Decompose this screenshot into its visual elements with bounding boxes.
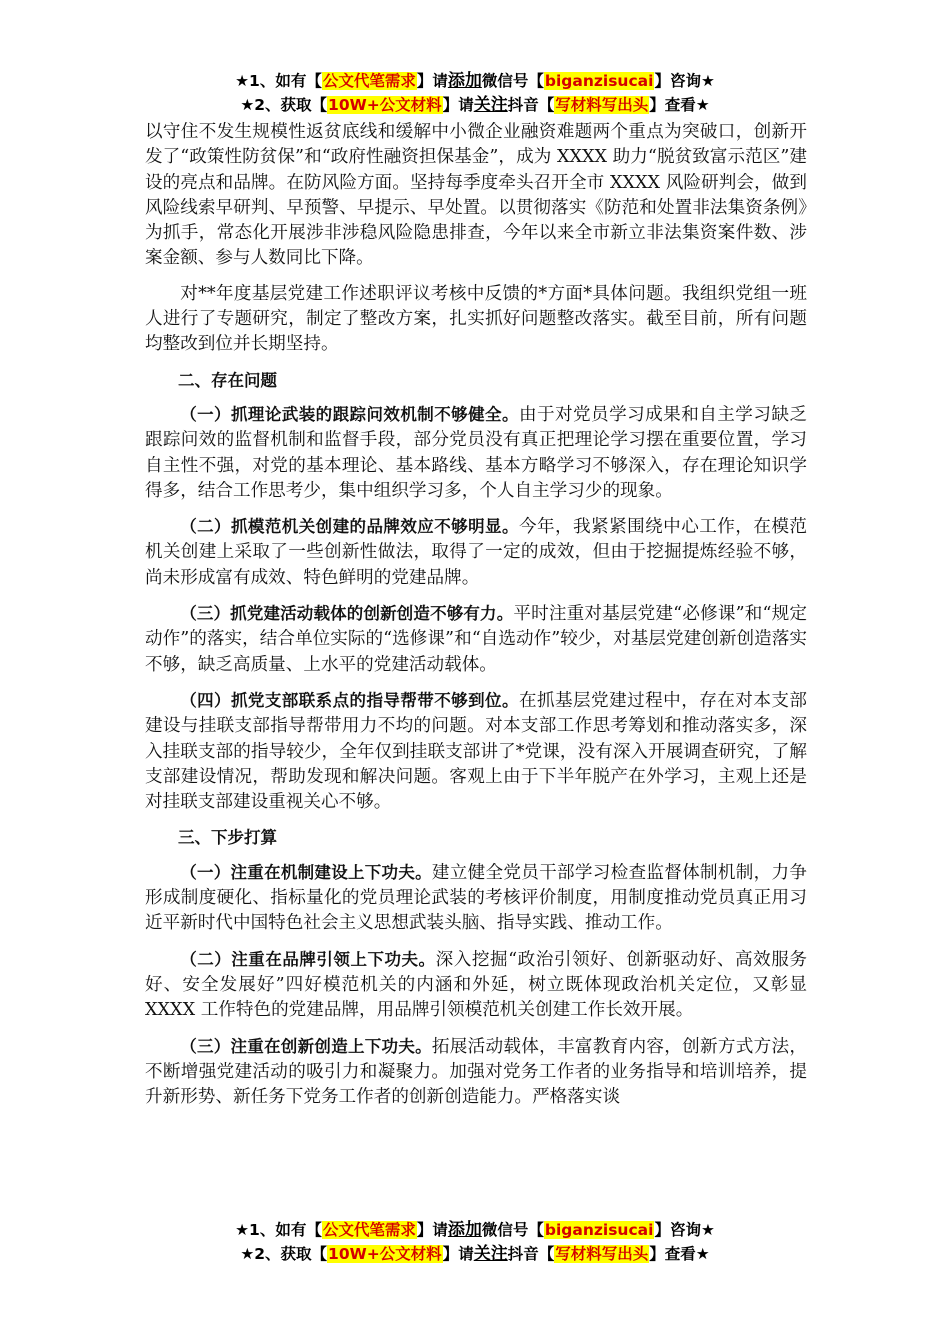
document-body [145, 120, 807, 1120]
section-heading-plans: 三、下步打算 [178, 828, 277, 848]
footer-line-1: ★1、如有【公文代笔需求】请添加微信号【biganzisucai】咨询★ [235, 1220, 715, 1240]
highlight-service: 公文代笔需求 [322, 72, 416, 90]
issue-item-4: （四）抓党支部联系点的指导帮带不够到位。在抓基层党建过程中，存在对本支部建设与挂联支部指导帮带用力不均的问题。对本支部工作思考筹划和推动落实多，深入挂联支部的指导较少，全年仅到挂联支部讲了*党课，没有深入开展调查研究，了解支部建设情况，帮助发现和解决问题。客观上由于下半年脱产在外学习，主观上还是对挂联支部建设重视关心不够。 [145, 690, 807, 813]
issue-item-2: （二）抓模范机关创建的品牌效应不够明显。今年，我紧紧围绕中心工作，在模范机关创建上采取了一些创新性做法，取得了一定的成效，但由于挖掘提炼经验不够，尚未形成富有成效、特色鲜明的党建品牌。 [145, 517, 807, 588]
issue-item-1: （一）抓理论武装的跟踪问效机制不够健全。由于对党员学习成果和自主学习缺乏跟踪问效的监督机制和监督手段，部分党员没有真正把理论学习摆在重要位置，学习自主性不强，对党的基本理论、基本路线、基本方略学习不够深入，存在理论知识学得多，结合工作思考少，集中组织学习多，个人自主学习少的现象。 [145, 404, 807, 501]
footer-banner [0, 1218, 950, 1266]
issue-item-3: （三）抓党建活动载体的创新创造不够有力。平时注重对基层党建“必修课”和“规定动作”的落实，结合单位实际的“选修课”和“自选动作”较少，对基层党建创新创造落实不够，缺乏高质量、上水平的党建活动载体。 [145, 604, 807, 675]
banner-line-1: ★1、如有【公文代笔需求】请添加微信号【biganzisucai】咨询★ [235, 71, 715, 91]
paragraph-rectification: 对**年度基层党建工作述职评议考核中反馈的*方面*具体问题。我组织党组一班人进行了专题研究，制定了整改方案，扎实抓好问题整改落实。截至目前，所有问题均整改到位并长期坚持。 [145, 283, 807, 355]
highlight-wechat-id: biganzisucai [544, 72, 654, 90]
banner-line-2: ★2、获取【10W+公文材料】请关注抖音【写材料写出头】查看★ [240, 95, 710, 115]
highlight-wechat-id: biganzisucai [544, 1221, 654, 1239]
header-banner [0, 69, 950, 117]
section-heading-issues: 二、存在问题 [178, 370, 277, 390]
highlight-materials: 10W+公文材料 [328, 1245, 442, 1263]
plan-item-2: （二）注重在品牌引领上下功夫。深入挖掘“政治引领好、创新驱动好、高效服务好、安全发展好”四好模范机关的内涵和外延，树立既体现政治机关定位，又彰显 XXXX 工作特色的党建品牌，用品牌引领模范机关创建工作长效开展。 [145, 949, 808, 1021]
highlight-service: 公文代笔需求 [322, 1221, 416, 1239]
highlight-douyin: 写材料写出头 [555, 1245, 649, 1263]
plan-item-3: （三）注重在创新创造上下功夫。拓展活动载体，丰富教育内容，创新方式方法，不断增强党建活动的吸引力和凝聚力。加强对党务工作者的业务指导和培训培养，提升新形势、新任务下党务工作者的创新创造能力。严格落实谈 [145, 1036, 807, 1108]
highlight-materials: 10W+公文材料 [328, 96, 442, 114]
paragraph-continued: 以守住不发生规模性返贫底线和缓解中小微企业融资难题两个重点为突破口，创新开发了“政策性防贫保”和“政府性融资担保基金”，成为 XXXX 助力“脱贫致富示范区”建设的亮点和品牌。在防风险方面。坚持每季度牵头召开全市 XXXX 风险研判会，做到风险线索早研判、早预警、早提示、早处置。以贯彻落实《防范和处置非法集资条例》为抓手，常态化开展涉非涉稳风险隐患排查，今年以来全市新立非法集资案件数、涉案金额、参与人数同比下降。 [145, 122, 807, 269]
plan-item-1: （一）注重在机制建设上下功夫。建立健全党员干部学习检查监督体制机制，力争形成制度硬化、指标量化的党员理论武装的考核评价制度，用制度推动党员真正用习近平新时代中国特色社会主义思想武装头脑、指导实践、推动工作。 [145, 862, 807, 934]
highlight-douyin: 写材料写出头 [555, 96, 649, 114]
footer-line-2: ★2、获取【10W+公文材料】请关注抖音【写材料写出头】查看★ [240, 1244, 710, 1264]
